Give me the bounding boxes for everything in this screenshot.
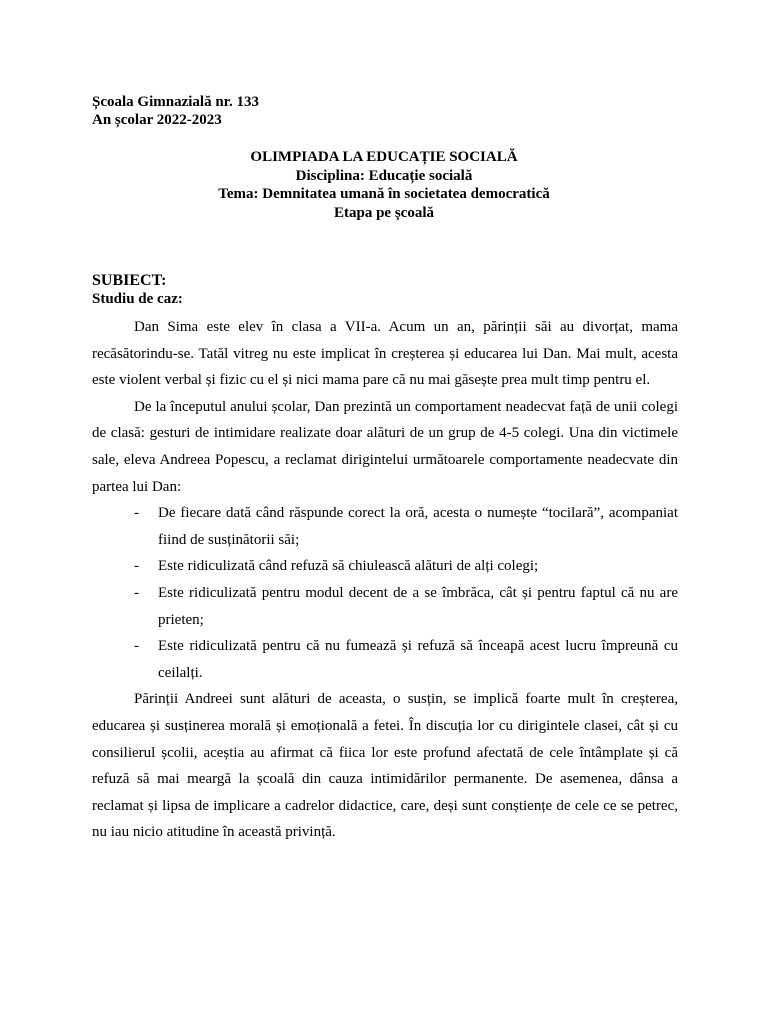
paragraph: Părinții Andreei sunt alături de aceasta, o susțin, se implică foarte mult în creșterea, educarea și susținerea morală și emoțională a fetei. În discuția lor cu dirigintele clasei, cât și cu consilierul școlii, aceștia au afirmat că fiica lor este profund afectată de cele întâmplate și că refuză să mai meargă la școală din cauza intimidărilor permanente. De asemenea, dânsa a reclamat și lipsa de implicare a cadrelor didactice, care, deși sunt conștiențe de cele ce se petrec, nu iau nicio atitudine în această privință. bbox=[92, 691, 678, 841]
list-item bbox=[92, 580, 678, 633]
list-item bbox=[92, 553, 678, 580]
list-item-text: Este ridiculizată pentru că nu fumează și refuză să înceapă acest lucru împreună cu ceilalți. bbox=[158, 638, 678, 681]
school-header bbox=[92, 93, 259, 129]
school-year: An școlar 2022-2023 bbox=[92, 112, 222, 128]
list-item-text: Este ridiculizată pentru modul decent de a se îmbrăca, cât și pentru faptul că nu are prieten; bbox=[158, 584, 678, 628]
list-item-text: De fiecare dată când răspunde corect la oră, acesta o numește “tocilară”, acompaniat fiind de susținătorii săi; bbox=[158, 505, 678, 548]
case-study-heading: Studiu de caz: bbox=[92, 291, 183, 307]
list-bullet: - bbox=[134, 505, 139, 522]
subject-heading-block bbox=[92, 272, 183, 308]
paragraph: De la începutul anului școlar, Dan prezintă un comportament neadecvat față de unii colegi de clasă: gesturi de intimidare realizate doar alături de un grup de 4-5 colegi. Una din victimele sale, eleva Andreea Popescu, a reclamat dirigintelui următoarele comportamente neadecvate din partea lui Dan: bbox=[92, 398, 678, 495]
list-bullet: - bbox=[134, 558, 139, 575]
title-block bbox=[0, 148, 768, 222]
list-item bbox=[92, 500, 678, 553]
school-name: Școala Gimnazială nr. 133 bbox=[92, 94, 259, 110]
paragraph: Dan Sima este elev în clasa a VII-a. Acum un an, părinții săi au divorțat, mama recăsătorindu-se. Tatăl vitreg nu este implicat în creșterea și educarea lui Dan. Mai mult, acesta este violent verbal și fizic cu el și nici mama pare că nu mai găsește prea mult timp pentru el. bbox=[92, 319, 678, 389]
theme-line: Tema: Demnitatea umană în societatea democratică bbox=[218, 186, 550, 202]
subject-heading: SUBIECT: bbox=[92, 272, 167, 289]
olympiad-title: OLIMPIADA LA EDUCAȚIE SOCIALĂ bbox=[250, 149, 518, 165]
stage-line: Etapa pe școală bbox=[333, 204, 434, 221]
discipline-line: Disciplina: Educație socială bbox=[295, 167, 473, 184]
list-bullet: - bbox=[134, 638, 139, 655]
list-item bbox=[92, 633, 678, 686]
list-bullet: - bbox=[134, 584, 139, 601]
list-item-text: Este ridiculizată când refuză să chiulească alături de alți colegi; bbox=[158, 558, 539, 575]
behaviour-list bbox=[92, 500, 678, 686]
case-study-text bbox=[92, 314, 678, 846]
